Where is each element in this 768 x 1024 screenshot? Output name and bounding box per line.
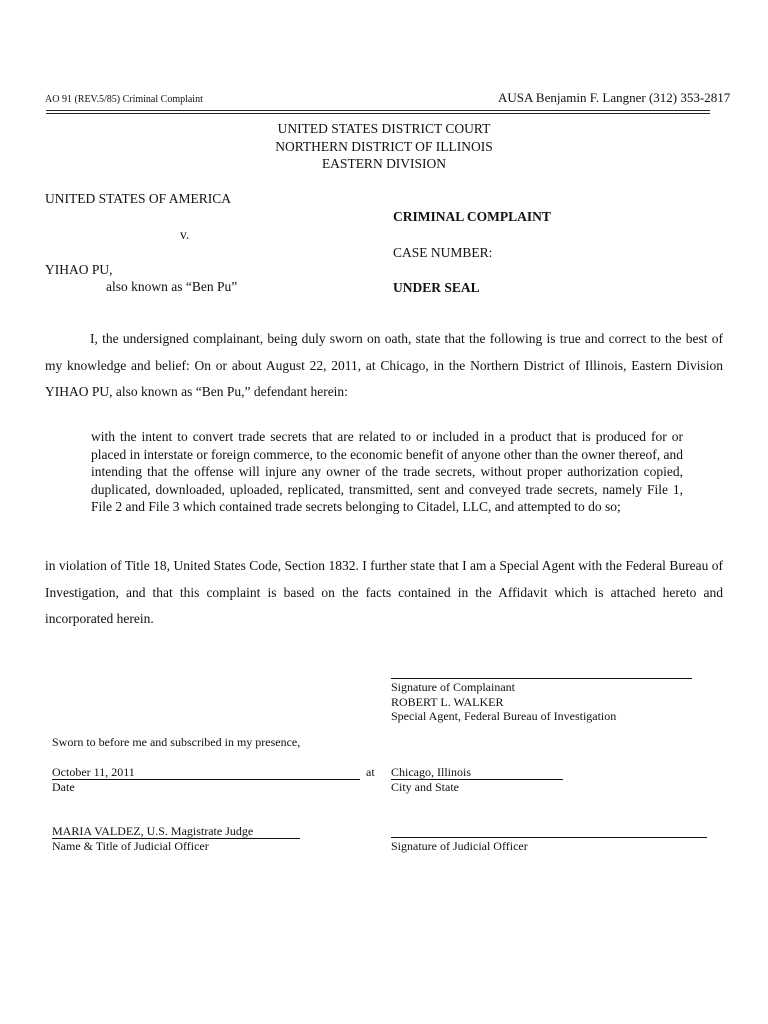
intro-paragraph: [45, 326, 723, 406]
form-id: AO 91 (REV.5/85) Criminal Complaint: [45, 94, 203, 105]
versus: v.: [180, 227, 190, 242]
judge-name-title: MARIA VALDEZ, U.S. Magistrate Judge: [52, 824, 254, 838]
at-label: at: [366, 765, 375, 779]
complainant-signature-label: Signature of Complainant: [391, 680, 515, 694]
defendant: YIHAO PU,: [45, 262, 113, 277]
ausa-contact: AUSA Benjamin F. Langner (312) 353-2817: [498, 90, 731, 105]
intro-text: I, the undersigned complainant, being duly sworn on oath, state that the following is true and correct to the best of my knowledge and belief: On or about August 22, 2011, at Chicago, in the Northern District of Illinois, Eastern Division YIHAO PU, also known as “Ben Pu,” defendant herein:: [45, 331, 723, 399]
complainant-name: ROBERT L. WALKER: [391, 695, 504, 709]
complainant-signature-line: [391, 678, 692, 679]
offense-paragraph: with the intent to convert trade secrets that are related to or included in a product that is produced for or placed in interstate or foreign commerce, to the economic benefit of anyone other than the owner thereof, and intending that the offense will injure any owner of the trade secrets, without proper authorization copied, duplicated, downloaded, uploaded, replicated, transmitted, sent and conveyed trade secrets, namely File 1, File 2 and File 3 which contained trade secrets belonging to Citadel, LLC, and attempted to do so;: [91, 429, 683, 514]
judge-name-label: Name & Title of Judicial Officer: [52, 839, 209, 853]
violation-paragraph: in violation of Title 18, United States Code, Section 1832. I further state that I am a Special Agent with the Federal Bureau of Investigation, and that this complaint is based on the facts contained in the Affidavit which is attached hereto and incorporated herein.: [45, 558, 723, 626]
complainant-title: Special Agent, Federal Bureau of Investigation: [391, 709, 617, 723]
court-district: NORTHERN DISTRICT OF ILLINOIS: [275, 139, 493, 154]
case-number-label: CASE NUMBER:: [393, 245, 493, 260]
date-label: Date: [52, 780, 75, 794]
document-type: CRIMINAL COMPLAINT: [393, 209, 551, 224]
court-division: EASTERN DIVISION: [321, 156, 447, 171]
court-name: UNITED STATES DISTRICT COURT: [277, 121, 491, 136]
city-label: City and State: [391, 780, 459, 794]
plaintiff: UNITED STATES OF AMERICA: [45, 191, 232, 206]
officer-signature-label: Signature of Judicial Officer: [391, 839, 528, 853]
seal-status: UNDER SEAL: [393, 280, 480, 295]
date-line: [52, 779, 360, 780]
date-value: October 11, 2011: [52, 765, 135, 779]
sworn-statement: Sworn to before me and subscribed in my presence,: [52, 735, 301, 749]
officer-signature-line: [391, 837, 707, 838]
header-double-rule: [46, 110, 710, 114]
defendant-alias: also known as “Ben Pu”: [106, 279, 238, 294]
city-value: Chicago, Illinois: [391, 765, 471, 779]
